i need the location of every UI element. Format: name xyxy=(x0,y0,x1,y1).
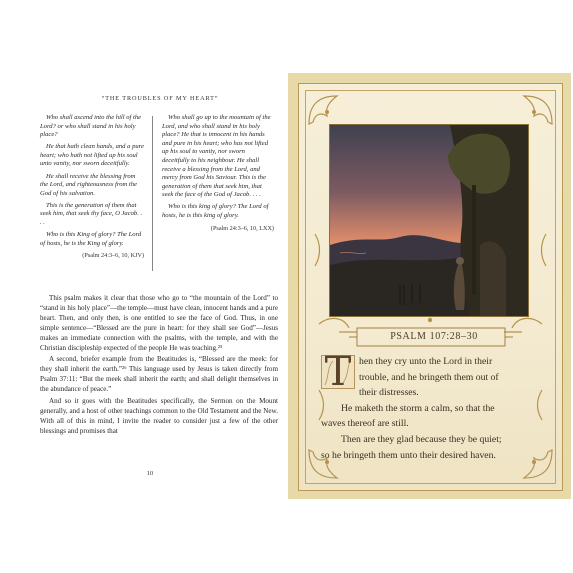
sunset-landscape-image xyxy=(330,125,528,316)
page-number: 10 xyxy=(146,470,154,477)
psalm-verse xyxy=(321,349,551,463)
right-page xyxy=(288,73,573,499)
lxx-citation: (Psalm 24:3–6, 10, LXX) xyxy=(210,224,274,232)
body-text xyxy=(40,294,278,439)
kjv-verse: He shall receive the blessing from the Lord, and righteousness from the God of his salvation. xyxy=(40,172,137,197)
lxx-verse: Who is this king of glory? The Lord of hosts, he is this king of glory. xyxy=(162,203,269,220)
drop-cap-letter: T xyxy=(324,349,352,395)
body-paragraph: And so it goes with the Beatitudes specifically, the Sermon on the Mount generally, and a host of other teachings common to the Old Testament and the New. With all of this in mind, I invite the reader to consider just a few of the other blessings and promises that xyxy=(40,397,278,435)
verse-line: He maketh the storm a calm, so that the xyxy=(341,402,495,414)
verse-line: waves thereof are still. xyxy=(321,418,409,430)
verse-line: so he bringeth them unto their desired haven. xyxy=(321,449,496,461)
kjv-column xyxy=(40,114,144,261)
running-head: “THE TROUBLES OF MY HEART” xyxy=(101,95,219,102)
kjv-verse: He that hath clean hands, and a pure heart; who hath not lifted up his soul unto vanity, nor sworn deceitfully. xyxy=(40,143,144,168)
drop-cap xyxy=(321,349,355,395)
column-divider xyxy=(152,116,153,271)
verse-line: hen they cry unto the Lord in their xyxy=(359,356,493,367)
landscape-painting xyxy=(329,124,529,317)
lxx-verse: Who shall go up to the mountain of the Lord, and who shall stand in his holy place? He that is innocent in his hands and pure in his heart; who has not lifted up his soul to vanity, nor sworn deceitfully to his neighbour. He shall receive a blessing from the Lord, and mercy from God his Saviour. This is the generation of them that seek him, that seek the face of the God of Jacob. . . . xyxy=(162,114,271,199)
lxx-column xyxy=(162,114,274,233)
kjv-verse: Who shall ascend into the hill of the Lord? or who shall stand in his holy place? xyxy=(40,114,142,139)
kjv-verse: Who is this King of glory? The Lord of hosts, he is the King of glory. xyxy=(40,231,142,247)
psalm-reference: PSALM 107:28–30 xyxy=(390,331,478,342)
body-paragraph: A second, briefer example from the Beatitudes is, “Blessed are the meek: for they shall inherit the earth.”²⁶ This language used by Jesus is taken directly from Psalm 37:11: “But the meek shall inherit the earth; and shall delight themselves in the abundance of peace.” xyxy=(40,355,278,394)
kjv-verse: This is the generation of them that seek him, that seek thy face, O Jacob. . . . xyxy=(40,201,143,227)
psalm-card xyxy=(288,73,571,499)
verse-line: trouble, and he bringeth them out of xyxy=(359,371,499,383)
body-paragraph: This psalm makes it clear that those who go to “the mountain of the Lord” to “stand in his holy place”—the temple—must have clean, innocent hands and a pure heart. Then, and only then, is one entitled to see the face of God. Thus, in one simple sentence—“Blessed are the pure in heart: for they shall see God”—Jesus makes an immediate connection with the psalms, with the temple, and with the Christian discipleship expected of the people He was teaching.²⁵ xyxy=(40,294,278,352)
card-paper xyxy=(298,83,563,491)
kjv-citation: (Psalm 24:3–6, 10, KJV) xyxy=(82,252,144,260)
verse-line: their distresses. xyxy=(359,387,419,399)
verse-line: Then are they glad because they be quiet; xyxy=(341,433,502,445)
